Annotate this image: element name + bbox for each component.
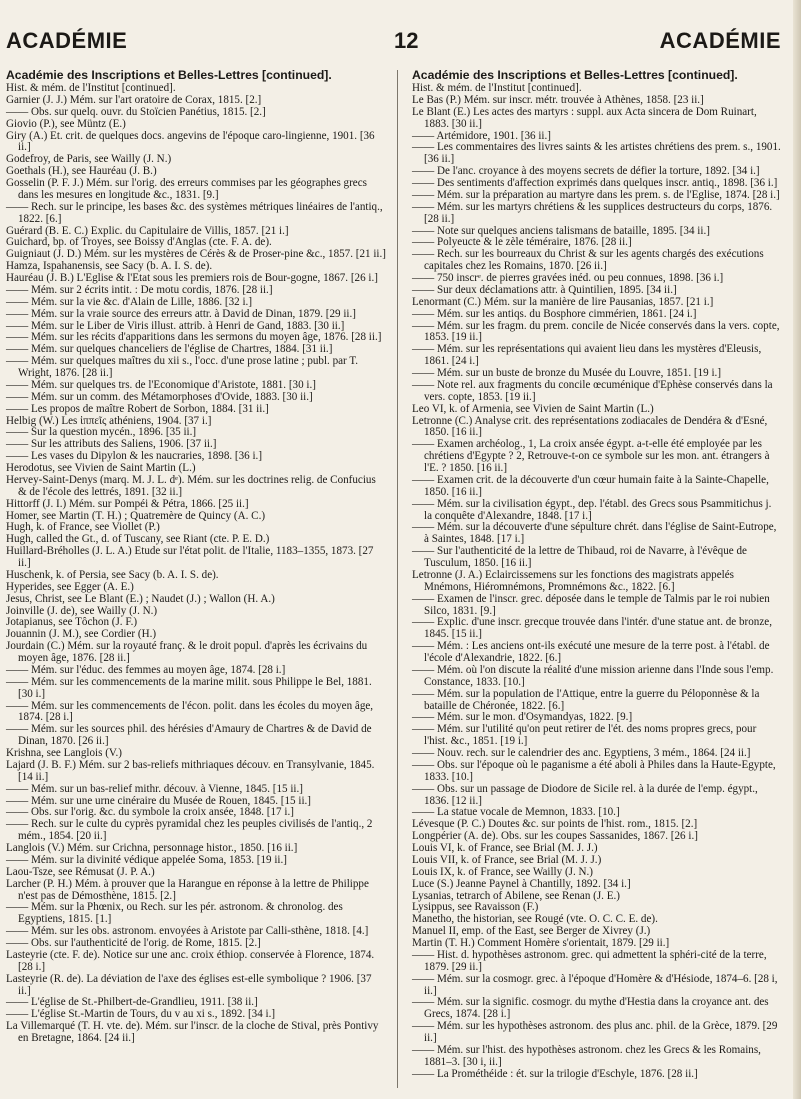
index-entry: —— Mém. sur les antiqs. du Bosphore cimmérien, 1861. [24 i.] — [412, 307, 697, 320]
index-entry: —— Nouv. rech. sur le calendrier des anc. Egyptiens, 3 mém., 1864. [24 ii.] — [412, 747, 751, 759]
column-divider — [397, 70, 398, 1088]
index-entry: —— Les commentaires des livres saints & les artistes chrétiens des prem. s., 1901. [36 ii.] — [412, 141, 781, 166]
index-entry: Godefroy, de Paris, see Wailly (J. N.) — [6, 153, 172, 166]
index-entry: —— Mém. sur le Liber de Viris illust. attrib. à Henri de Gand, 1883. [30 ii.] — [6, 319, 345, 332]
index-entry: Letronne (J. A.) Eclaircissemens sur les fonctions des magistrats appelés Mnémons, Hiéromnémons, Promnémons &c., 1822. [6.] — [412, 568, 734, 593]
index-entry: La Villemarqué (T. H. vte. de). Mém. sur l'inscr. de la cloche de Stival, près Pontivy en Bretagne, 1864. [24 ii.] — [6, 1020, 379, 1044]
index-entry: Louis IX, k. of France, see Wailly (J. N.) — [412, 865, 593, 878]
index-entry: —— Mém. sur 2 écrits intit. : De motu cordis, 1876. [28 ii.] — [6, 283, 273, 296]
index-entry: Goethals (H.), see Hauréau (J. B.) — [6, 165, 157, 178]
index-entry: —— Mém. sur l'éduc. des femmes au moyen âge, 1874. [28 i.] — [6, 663, 286, 676]
index-entry: Lysippus, see Ravaisson (F.) — [412, 901, 539, 914]
section-heading: Académie des Inscriptions et Belles-Lettres [continued]. — [6, 68, 332, 82]
index-entry: Leo VI, k. of Armenia, see Vivien de Saint Martin (L.) — [412, 402, 654, 415]
index-entry: Longpérier (A. de). Obs. sur les coupes Sassanides, 1867. [26 i.] — [412, 830, 698, 843]
index-entry: Manetho, the historian, see Rougé (vte. O. C. C. E. de). — [412, 913, 658, 926]
index-entry: Helbig (W.) Les ἱππεῖς athéniens, 1904. [37 i.] — [6, 414, 212, 427]
index-entry: Jotapianus, see Tôchon (J. F.) — [6, 616, 138, 629]
index-entry: —— Note rel. aux fragments du concile œcuménique d'Ephèse conservés dans la vers. copte, 1853. [19 ii.] — [412, 378, 773, 403]
index-entry: —— Mém. sur la vie &c. d'Alain de Lille, 1886. [32 i.] — [6, 295, 253, 308]
index-entry: Joinville (J. de), see Wailly (J. N.) — [6, 604, 158, 617]
index-entry: —— Mém. sur un buste de bronze du Musée du Louvre, 1851. [19 i.] — [412, 367, 722, 379]
index-entry: —— L'église St.-Martin de Tours, du v au xi s., 1892. [34 i.] — [6, 1008, 276, 1021]
running-head-left: ACADÉMIE — [6, 28, 128, 53]
index-entry: —— Artémidore, 1901. [36 ii.] — [412, 129, 551, 142]
index-entry: Guigniaut (J. D.) Mém. sur les mystères de Cérès & de Proser-pine &c., 1857. [21 ii.] — [6, 248, 386, 261]
index-entry: —— Rech. sur le principe, les bases &c. des systèmes métriques linéaires de l'antiq., 1822. [6.] — [6, 200, 383, 225]
right-column — [412, 69, 782, 1081]
index-entry: —— Hist. d. hypothèses astronom. grec. qui admettent la sphéri-cité de la terre, 1879. [29 ii.] — [412, 948, 767, 973]
index-entry: —— Mém. sur les fragm. du prem. concile de Nicée conservés dans la vers. copte, 1853. [19 ii.] — [412, 319, 780, 344]
index-entry: —— Les vases du Dipylon & les naucraries, 1898. [36 i.] — [6, 450, 263, 463]
index-entry: —— Note sur quelques anciens talismans de bataille, 1895. [34 ii.] — [412, 224, 710, 237]
index-entry: Guichard, bp. of Troyes, see Boissy d'Anglas (cte. F. A. de). — [6, 236, 272, 249]
index-entry: Manuel II, emp. of the East, see Berger de Xivrey (J.) — [412, 925, 651, 938]
index-entry: —— Mém. sur l'hist. des hypothèses astronom. chez les Grecs & les Romains, 1881–3. [30 i, ii.] — [412, 1043, 761, 1068]
index-entry: —— Mém. sur la Phœnix, ou Rech. sur les pér. astronom. & chronolog. des Egyptiens, 1815. [1.] — [6, 901, 343, 926]
index-entry: Jouannin (J. M.), see Cordier (H.) — [6, 628, 157, 641]
page-number: 12 — [394, 28, 419, 53]
index-entry: —— Mém. sur un bas-relief mithr. découv. à Vienne, 1845. [15 ii.] — [6, 782, 303, 795]
index-entry: —— Mém. sur quelques trs. de l'Economique d'Aristote, 1881. [30 i.] — [6, 378, 316, 391]
index-entry: —— Mém. sur une urne cinéraire du Musée de Rouen, 1845. [15 ii.] — [6, 794, 312, 807]
index-entry: Louis VI, k. of France, see Brial (M. J. J.) — [412, 842, 598, 854]
index-entry: —— Rech. sur les bourreaux du Christ & sur les agents chargés des exécutions capitales chez les Romains, 1870. [26 ii.] — [412, 248, 764, 273]
index-entry: Garnier (J. J.) Mém. sur l'art oratoire de Corax, 1815. [2.] — [6, 93, 262, 106]
index-entry: Le Blant (E.) Les actes des martyrs : suppl. aux Acta sincera de Dom Ruinart, 1883. [30 ii.] — [412, 105, 757, 130]
index-entry: —— Mém. sur quelques chanceliers de l'église de Chartres, 1884. [31 ii.] — [6, 343, 333, 356]
index-entry: Jesus, Christ, see Le Blant (E.) ; Naudet (J.) ; Wallon (H. A.) — [6, 592, 275, 605]
index-entry: —— Mém. sur la cosmogr. grec. à l'époque d'Homère & d'Hésiode, 1874–6. [28 i, ii.] — [412, 972, 778, 997]
index-entry: —— Mém. sur l'utilité qu'on peut retirer de l'ét. des noms propres grecs, pour l'hist. &c., 1851. [19 i.] — [412, 723, 757, 748]
running-head-right: ACADÉMIE — [659, 28, 781, 53]
index-entry: Huschenk, k. of Persia, see Sacy (b. A. I. S. de). — [6, 568, 219, 581]
index-entry: —— Mém. sur la vraie source des erreurs attr. à David de Dinan, 1879. [29 ii.] — [6, 307, 356, 320]
section-heading: Académie des Inscriptions et Belles-Lettres [continued]. — [412, 68, 738, 82]
index-entry: Louis VII, k. of France, see Brial (M. J. J.) — [412, 853, 602, 866]
index-entry: —— Sur deux déclamations attr. à Quintilien, 1895. [34 ii.] — [412, 283, 677, 296]
index-entry: —— Mém. sur la divinité védique appelée Soma, 1853. [19 ii.] — [6, 853, 287, 866]
index-entry: Laou-Tsze, see Rémusat (J. P. A.) — [6, 865, 155, 878]
index-entry: Hugh, k. of France, see Viollet (P.) — [6, 521, 160, 534]
index-entry: —— L'église de St.-Philbert-de-Grandlieu, 1911. [38 ii.] — [6, 996, 258, 1009]
index-entry: Langlois (V.) Mém. sur Crichna, personnage histor., 1850. [16 ii.] — [6, 842, 298, 854]
index-entry: Giovio (P.), see Müntz (E.) — [6, 117, 126, 130]
index-entry: —— Mém. sur les récits d'apparitions dans les sermons du moyen âge, 1876. [28 ii.] — [6, 331, 382, 344]
index-entry: Hittorff (J. I.) Mém. sur Pompéi & Pétra, 1866. [25 ii.] — [6, 497, 249, 510]
index-entry: —— Explic. d'une inscr. grecque trouvée dans l'intér. d'une statue ant. de bronze, 1845. [15 ii.] — [412, 616, 772, 641]
index-entry: —— Mém. sur la signific. cosmogr. du mythe d'Hestia dans la croyance ant. des Grecs, 1874. [28 i.] — [412, 996, 769, 1021]
index-entry: Luce (S.) Jeanne Paynel à Chantilly, 1892. [34 i.] — [412, 877, 631, 890]
section-subheading: Hist. & mém. de l'Institut [continued]. — [6, 82, 176, 94]
index-entry: —— Mém. sur un comm. des Métamorphoses d'Ovide, 1883. [30 ii.] — [6, 390, 313, 403]
index-entry: —— Obs. sur l'authenticité de l'orig. de Rome, 1815. [2.] — [6, 937, 261, 949]
index-entry: —— Obs. sur un passage de Diodore de Sicile rel. à la durée de l'emp. égypt., 1836. [12 ii.] — [412, 782, 758, 807]
index-entry: Lasteyrie (cte. F. de). Notice sur une anc. croix éthiop. conservée à Florence, 1874. [28 i.] — [6, 948, 375, 973]
index-entry: —— Sur les attributs des Saliens, 1906. [37 ii.] — [6, 438, 217, 451]
index-entry: Guérard (B. E. C.) Explic. du Capitulaire de Villis, 1857. [21 i.] — [6, 224, 289, 237]
index-entry: —— Polyeucte & le zèle téméraire, 1876. [28 ii.] — [412, 236, 632, 249]
index-entry: —— Examen archéolog., 1, La croix ansée égypt. a-t-elle été employée par les chrétiens d'Egypte ? 2, Retrouve-t-on ce symbole sur les mon. ant. étrangers à l'E. ? 1850. [16 ii.] — [412, 438, 770, 474]
index-entry: —— La Prométhéide : ét. sur la trilogie d'Eschyle, 1876. [28 ii.] — [412, 1067, 698, 1080]
index-entry: Larcher (P. H.) Mém. à prouver que la Harangue en réponse à la lettre de Philippe n'est pas de Démosthène, 1815. [2.] — [6, 877, 369, 902]
index-entry: Hamza, Ispahanensis, see Sacy (b. A. I. S. de). — [6, 260, 213, 273]
index-entry: Jourdain (C.) Mém. sur la royauté franç. & le droit popul. d'après les écrivains du moyen âge, 1876. [28 ii.] — [6, 640, 368, 664]
index-entry: —— Sur l'authenticité de la lettre de Thibaud, roi de Navarre, à l'évêque de Tusculum, 1850. [16 ii.] — [412, 545, 747, 569]
index-entry: —— 750 inscrᵉ. de pierres gravées inéd. ou peu connues, 1898. [36 i.] — [412, 272, 724, 284]
index-entry: —— Mém. sur la civilisation égypt., dep. l'établ. des Grecs sous Psammitichus j. la conquête d'Alexandre, 1848. [17 i.] — [412, 497, 772, 522]
index-entry: Homer, see Martin (T. H.) ; Quatremère de Quincy (A. C.) — [6, 509, 266, 522]
index-entry: Gosselin (P. F. J.) Mém. sur l'orig. des erreurs commises par les géographes grecs dans les mesures en longitude &c., 1831. [9.] — [6, 177, 367, 201]
index-entry: —— Sur la question mycén., 1896. [35 ii.] — [6, 426, 197, 439]
index-entry: —— Obs. sur l'époque où le paganisme a été aboli à Philes dans la Haute-Egypte, 1833. [10.] — [412, 758, 776, 783]
index-entry: —— Examen crit. de la découverte d'un cœur humain faite à la Sainte-Chapelle, 1850. [16 ii.] — [412, 473, 769, 498]
page-edge — [793, 0, 801, 1099]
index-entry: —— Mém. : Les anciens ont-ils exécuté une mesure de la terre post. à l'établ. de l'école d'Alexandrie, 1822. [6.] — [412, 640, 770, 664]
index-entry: Le Bas (P.) Mém. sur inscr. métr. trouvée à Athènes, 1858. [23 ii.] — [412, 93, 704, 106]
index-entry: —— Mém. sur la découverte d'une sépulture chrét. dans l'église de Saint-Eutrope, à Saintes, 1848. [17 i.] — [412, 521, 777, 546]
index-entry: —— Mém. sur les commencements de l'écon. polit. dans les écoles du moyen âge, 1874. [28 i.] — [6, 699, 374, 724]
index-entry: —— Mém. sur la population de l'Attique, entre la guerre du Péloponnèse & la bataille de Chéronée, 1822. [6.] — [412, 687, 760, 712]
index-entry: Lenormant (C.) Mém. sur la manière de lire Pausanias, 1857. [21 i.] — [412, 295, 714, 308]
index-entry: Lasteyrie (R. de). La déviation de l'axe des églises est-elle symbolique ? 1906. [37 ii.] — [6, 972, 372, 997]
index-entry: —— Mém. sur la préparation au martyre dans les prem. s. de l'Eglise, 1874. [28 i.] — [412, 188, 780, 201]
index-entry: —— La statue vocale de Memnon, 1833. [10.] — [412, 806, 620, 819]
index-entry: —— Mém. sur quelques maîtres du xii s., l'occ. d'une prose latine ; publ. par T. Wright, 1876. [28 ii.] — [6, 355, 359, 379]
index-entry: —— Mém. sur les représentations qui avaient lieu dans les mystères d'Eleusis, 1861. [24 i.] — [412, 343, 762, 368]
index-entry: —— Mém. sur le mon. d'Osymandyas, 1822. [9.] — [412, 711, 633, 724]
index-entry: Hyperides, see Egger (A. E.) — [6, 580, 134, 593]
index-entry: —— Mém. où l'on discute la réalité d'une mission arienne dans l'Inde sous l'emp. Constance, 1833. [10.] — [412, 663, 774, 688]
index-entry: —— De l'anc. croyance à des moyens secrets de défier la torture, 1892. [34 i.] — [412, 165, 760, 178]
index-entry: Martin (T. H.) Comment Homère s'orientait, 1879. [29 ii.] — [412, 937, 670, 949]
index-entry: Huillard-Bréholles (J. L. A.) Etude sur l'état polit. de l'Italie, 1183–1355, 1873. [27 ii.] — [6, 545, 374, 569]
index-entry: Hugh, called the Gt., d. of Tuscany, see Riant (cte. P. E. D.) — [6, 533, 270, 546]
index-entry: Krishna, see Langlois (V.) — [6, 747, 122, 759]
index-entry: Lévesque (P. C.) Doutes &c. sur points de l'hist. rom., 1815. [2.] — [412, 818, 698, 831]
index-entry: Herodotus, see Vivien de Saint Martin (L.) — [6, 462, 196, 474]
index-entry: Lysanias, tetrarch of Abilene, see Renan (J. E.) — [412, 889, 620, 902]
left-column — [6, 69, 386, 1045]
index-entry: —— Mém. sur les hypothèses astronom. des plus anc. phil. de la Grèce, 1879. [29 ii.] — [412, 1020, 778, 1044]
index-entry: —— Rech. sur le culte du cyprès pyramidal chez les peuples civilisés de l'antiq., 2 mém., 1854. [20 ii.] — [6, 818, 373, 843]
index-entry: —— Les propos de maître Robert de Sorbon, 1884. [31 ii.] — [6, 402, 269, 415]
index-entry: Hauréau (J. B.) L'Eglise & l'Etat sous les premiers rois de Bour-gogne, 1867. [26 i.] — [6, 272, 378, 284]
index-entry: Hervey-Saint-Denys (marq. M. J. L. dᵉ). Mém. sur les doctrines relig. de Confucius & de l'école des lettrés, 1891. [32 ii.] — [6, 473, 376, 498]
index-entry: —— Mém. sur les obs. astronom. envoyées à Aristote par Calli-sthène, 1818. [4.] — [6, 925, 369, 938]
index-entry: Lajard (J. B. F.) Mém. sur 2 bas-reliefs mithriaques découv. en Transylvanie, 1845. [14 ii.] — [6, 758, 375, 783]
index-entry: Letronne (C.) Analyse crit. des représentations zodiacales de Dendéra & d'Esné, 1850. [16 ii.] — [412, 414, 768, 439]
index-entry: —— Mém. sur les sources phil. des hérésies d'Amaury de Chartres & de David de Dinan, 1870. [26 ii.] — [6, 723, 372, 748]
index-entry: —— Mém. sur les commencements de la marine milit. sous Philippe le Bel, 1881. [30 i.] — [6, 675, 372, 700]
index-entry: —— Mém. sur les martyrs chrétiens & les supplices destructeurs du corps, 1876. [28 ii.] — [412, 200, 773, 225]
index-entry: —— Des sentiments d'affection exprimés dans quelques inscr. antiq., 1898. [36 i.] — [412, 177, 778, 189]
index-entry: —— Examen de l'inscr. grec. déposée dans le temple de Talmis par le roi nubien Silco, 1831. [9.] — [412, 592, 770, 617]
index-entry: —— Obs. sur quelq. ouvr. du Stoïcien Panétius, 1815. [2.] — [6, 105, 266, 118]
section-subheading: Hist. & mém. de l'Institut [continued]. — [412, 82, 582, 94]
running-head — [0, 28, 801, 58]
index-entry: —— Obs. sur l'orig. &c. du symbole la croix ansée, 1848. [17 i.] — [6, 806, 294, 819]
index-entry: Giry (A.) Et. crit. de quelques docs. angevins de l'époque caro-lingienne, 1901. [36 ii.] — [6, 129, 375, 154]
